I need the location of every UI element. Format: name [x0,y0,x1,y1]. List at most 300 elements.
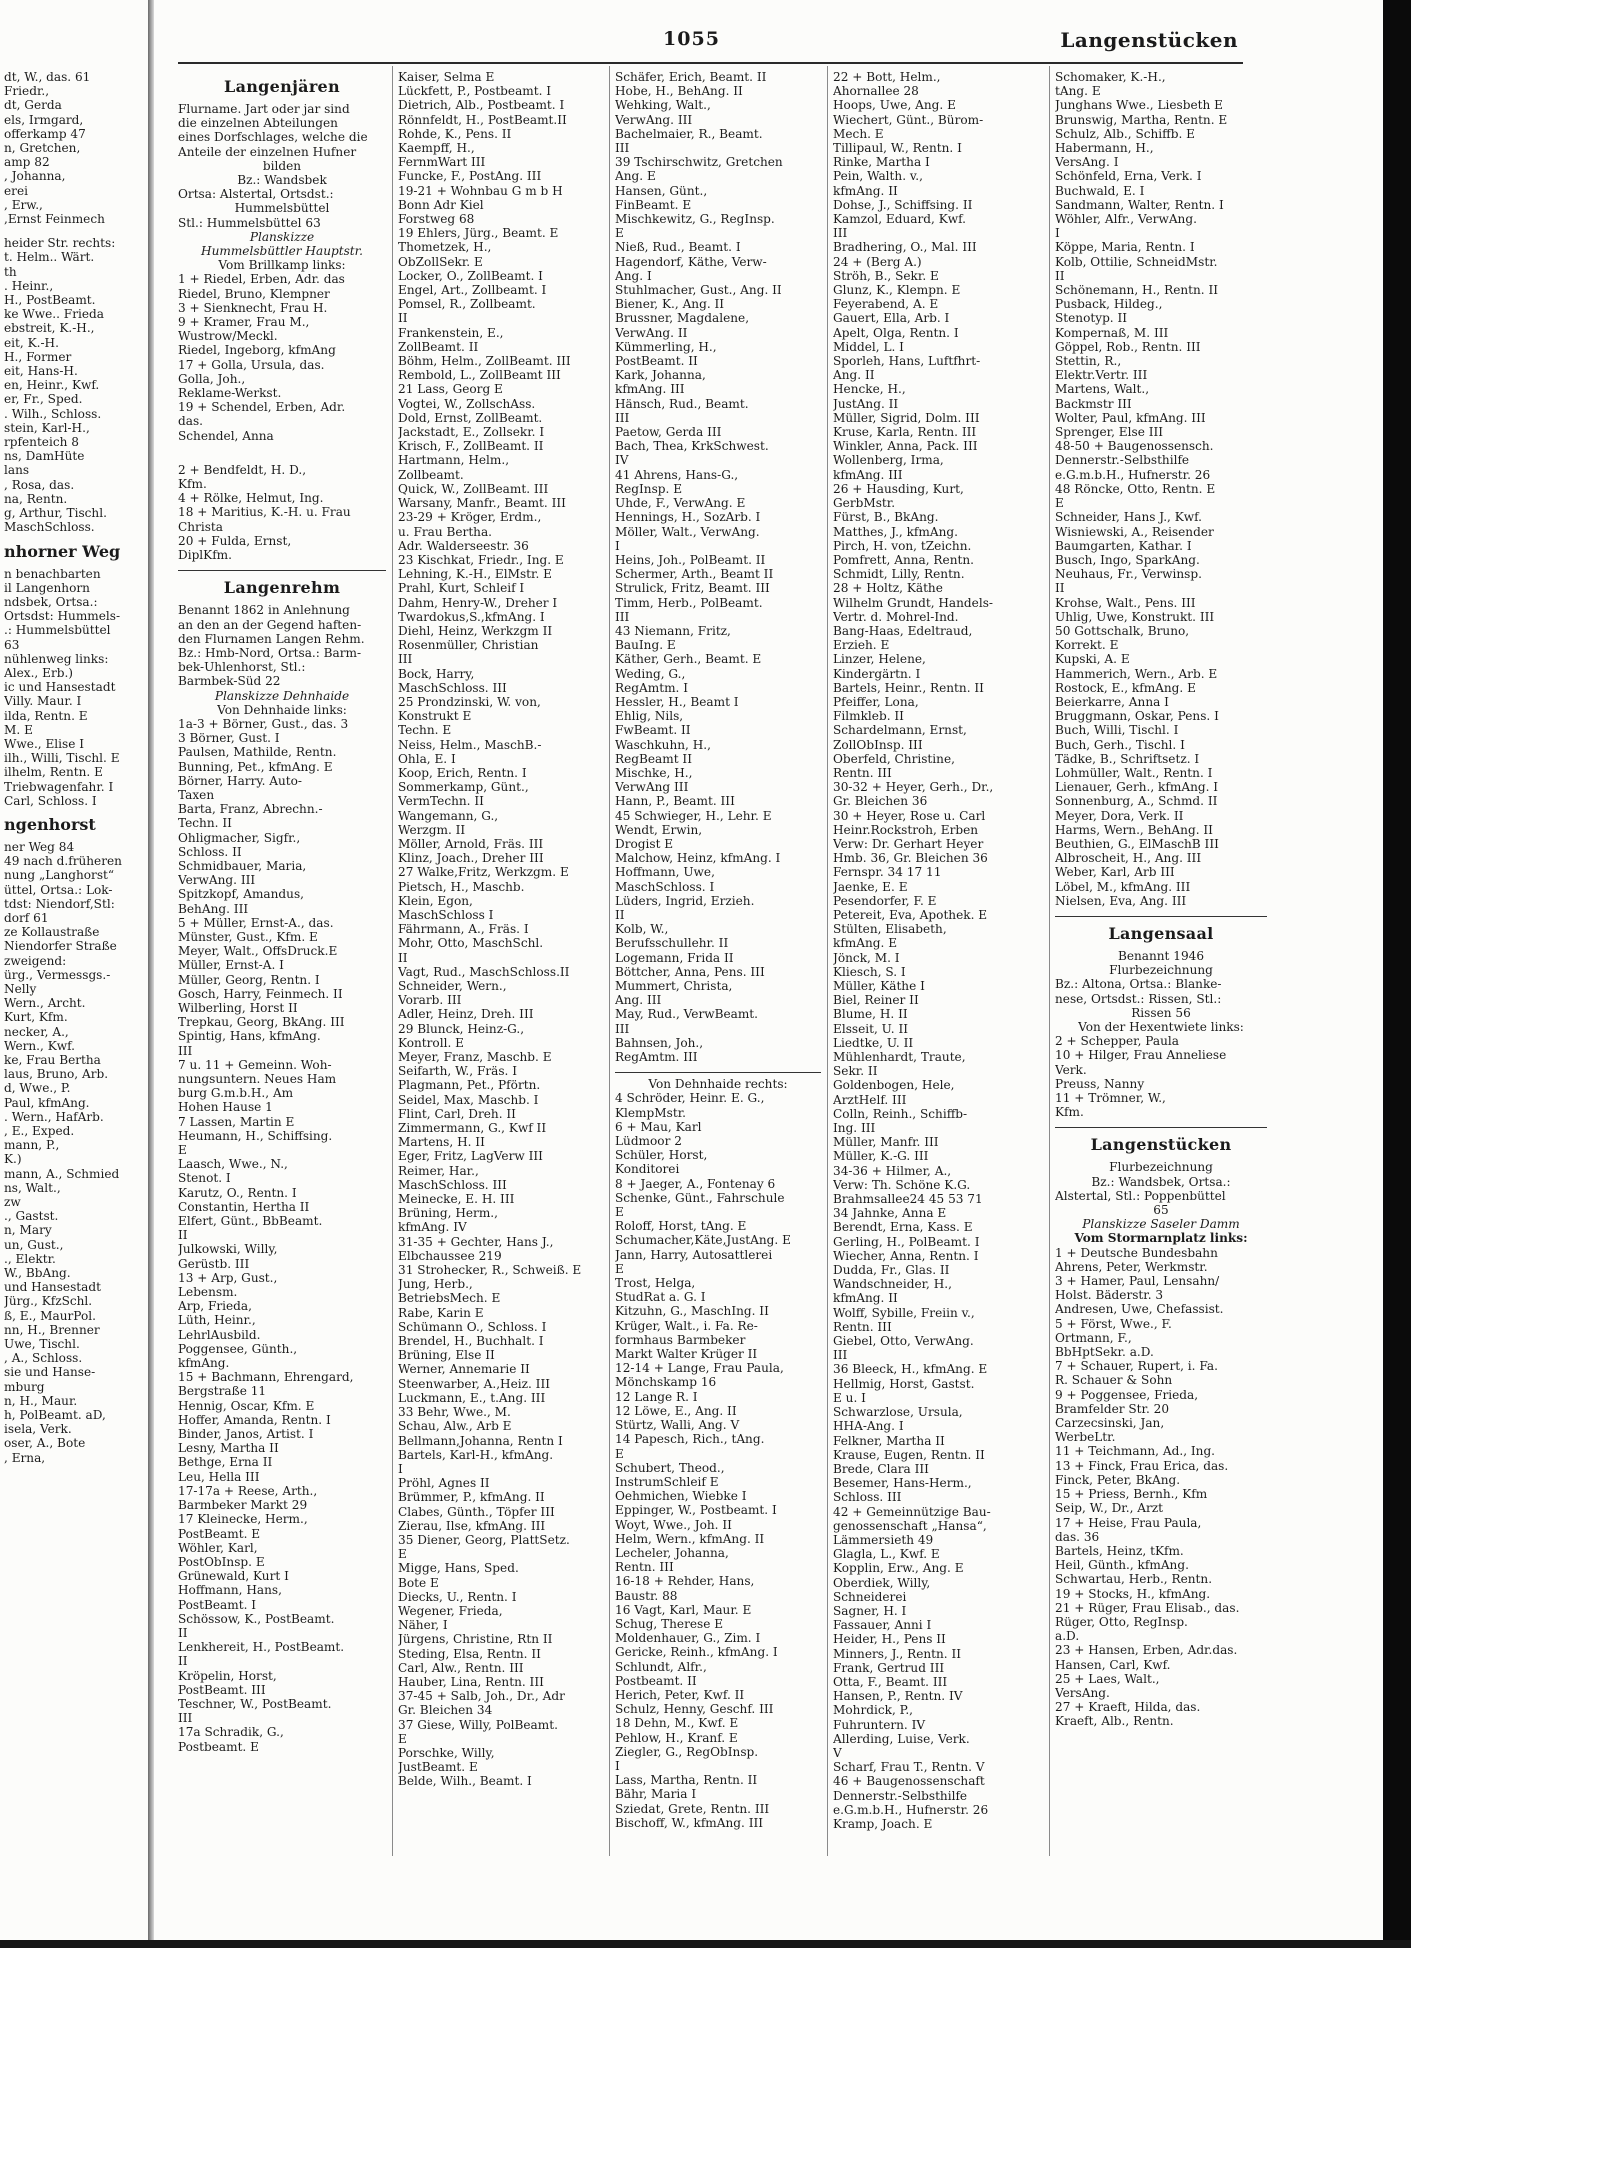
house-number-entry: 31-35 + Gechter, Hans J., [398,1234,554,1249]
directory-entry: Flint, Carl, Dreh. II [398,1106,516,1121]
directory-entry: dorf 61 [4,910,49,925]
directory-entry: Fürst, B., BkAng. [833,510,939,525]
directory-entry: ObZollSekr. E [398,254,483,269]
directory-entry: Rohde, K., Pens. II [398,126,512,141]
directory-entry: Käther, Gerh., Beamt. E [615,652,762,667]
directory-entry: Buch, Gerh., Tischl. I [1055,737,1185,752]
directory-entry: BehAng. III [178,901,249,916]
directory-entry: eines Dorfschlages, welche die [178,130,368,145]
house-number-entry: 12 Lange R. I [615,1389,698,1404]
directory-entry: Malchow, Heinz, kfmAng. I [615,851,781,866]
directory-entry: Luckmann, E., t.Ang. III [398,1390,546,1405]
column-4 [833,70,1043,1831]
directory-entry: Lüth, Heinr., [178,1313,256,1328]
section-rule [178,570,386,571]
directory-entry: Busch, Ingo, SparkAng. [1055,552,1200,567]
directory-entry: Buch, Willi, Tischl. I [1055,723,1179,738]
street-heading: Langenstücken [1090,1135,1232,1155]
directory-entry: E [615,226,624,241]
house-number-entry: 27 + Kraeft, Hilda, das. [1055,1700,1201,1715]
directory-entry: VersAng. I [1055,155,1119,170]
directory-entry: . Heinr., [4,278,54,293]
directory-entry: Hänsch, Rud., Beamt. [615,396,749,411]
directory-entry: Felkner, Martha II [833,1433,945,1448]
header-rule [178,62,1243,64]
directory-entry: Wöhler, Alfr., VerwAng. [1055,212,1197,227]
directory-entry: Rüger, Otto, RegInsp. [1055,1614,1188,1629]
directory-entry: Pusback, Hildeg., [1055,297,1163,312]
directory-entry: BauIng. E [615,638,676,653]
directory-entry: Gr. Bleichen 36 [833,794,928,809]
directory-entry: E [178,1143,187,1158]
directory-entry: Lenkhereit, H., PostBeamt. [178,1640,345,1655]
directory-entry: Planskizze Saseler Damm [1082,1217,1240,1232]
directory-entry: PostBeamt. I [178,1597,257,1612]
directory-entry: Lienauer, Gerh., kfmAng. I [1055,780,1219,795]
directory-entry: Bruggmann, Oskar, Pens. I [1055,709,1219,724]
directory-entry: Schardelmann, Ernst, [833,723,967,738]
directory-entry: Postbeamt. II [615,1673,697,1688]
directory-entry: Göppel, Rob., Rentn. III [1055,339,1201,354]
directory-entry: Buchwald, E. I [1055,183,1145,198]
directory-entry: Jürgens, Christine, Rtn II [398,1632,553,1647]
directory-entry: RegInsp. E [615,481,683,496]
directory-entry: W., BbAng. [4,1266,71,1281]
directory-entry: bek-Uhlenhorst, Stl.: [178,660,306,675]
directory-entry: Müller, Sigrid, Dolm. III [833,410,980,425]
directory-entry: Schermer, Arth., Beamt II [615,567,774,582]
house-number-entry: 49 nach d.früheren [4,854,122,869]
directory-entry: Dohse, J., Schiffsing. II [833,197,973,212]
directory-entry: Kraeft, Alb., Rentn. [1055,1714,1174,1729]
directory-entry: E [398,1547,407,1562]
directory-entry: Markt Walter Krüger II [615,1347,758,1362]
directory-entry: Paetow, Gerda III [615,425,722,440]
directory-entry: InstrumSchleif E [615,1474,719,1489]
directory-entry: E [1055,496,1064,511]
directory-entry: Hmb. 36, Gr. Bleichen 36 [833,851,988,866]
directory-entry: Martens, H. II [398,1135,485,1150]
directory-entry: Bz.: Hmb-Nord, Ortsa.: Barm- [178,645,362,660]
directory-entry: Krisch, F., ZollBeamt. II [398,439,544,454]
directory-entry: Schulz, Henny, Geschf. III [615,1702,774,1717]
directory-entry: Böhm, Helm., ZollBeamt. III [398,354,571,369]
directory-entry: Oberfeld, Christine, [833,751,955,766]
directory-entry: Junghans Wwe., Liesbeth E [1055,98,1223,113]
directory-entry: Paulsen, Mathilde, Rentn. [178,745,337,760]
directory-entry: Spintig, Hans, kfmAng. [178,1029,321,1044]
directory-entry: Barta, Franz, Abrechn.- [178,802,323,817]
directory-entry: Bartels, Heinz, tKfm. [1055,1543,1184,1558]
directory-entry: Bz.: Wandsbek [237,173,327,188]
directory-entry: Kupski, A. E [1055,652,1130,667]
directory-entry: . Wilh., Schloss. [4,406,102,421]
directory-entry: Hoffer, Amanda, Rentn. I [178,1412,331,1427]
directory-entry: Ziegler, G., RegObInsp. [615,1744,759,1759]
directory-entry: Schönemann, H., Rentn. II [1055,283,1219,298]
directory-entry: oser, A., Bote [4,1436,86,1451]
directory-entry: Bang-Haas, Edeltraud, [833,623,973,638]
directory-entry: ,Ernst Feinmech [4,212,105,227]
directory-entry: BbHptSekr. a.D. [1055,1345,1154,1360]
directory-entry: Brede, Clara III [833,1461,929,1476]
directory-entry: I [615,1758,620,1773]
directory-entry: Korrekt. E [1055,638,1119,653]
directory-entry: Meyer, Dora, Verk. II [1055,808,1184,823]
directory-entry: Wiecher, Anna, Rentn. I [833,1248,979,1263]
directory-entry: Mech. E [833,126,884,141]
directory-entry: Fuhruntern. IV [833,1717,926,1732]
directory-entry: II [615,907,625,922]
directory-entry: Ortsdst: Hummels- [4,609,121,624]
directory-entry: Heins, Joh., PolBeamt. II [615,552,766,567]
house-number-entry: 9 + Poggensee, Frieda, [1055,1387,1199,1402]
directory-entry: FwBeamt. II [615,723,691,738]
directory-entry: I [398,1461,403,1476]
directory-entry: VerwAng. III [615,112,693,127]
directory-entry: Von der Hexentwiete links: [1078,1020,1244,1034]
directory-entry: Lass, Martha, Rentn. II [615,1773,758,1788]
directory-entry: Porschke, Willy, [398,1745,495,1760]
directory-entry: Hammerich, Wern., Arb. E [1055,666,1218,681]
directory-entry: Werzgm. II [398,822,466,837]
directory-entry: Lehning, K.-H., ElMstr. E [398,567,553,582]
directory-entry: Christa [178,519,223,534]
house-number-entry: 19 + Schendel, Erben, Adr. [178,400,346,415]
directory-entry: Seifarth, W., Fräs. I [398,1064,518,1079]
directory-entry: Näher, I [398,1618,448,1633]
house-number-entry: 17 + Golla, Ursula, das. [178,357,325,372]
house-number-entry: 23 + Hansen, Erben, Adr.das. [1055,1643,1238,1658]
directory-entry: Kruse, Karla, Rentn. III [833,425,977,440]
house-number-entry: 12 Löwe, E., Ang. II [615,1403,737,1418]
column-0 [4,70,146,1465]
directory-entry: Tillipaul, W., Rentn. I [833,141,962,156]
directory-entry: Sommerkamp, Günt., [398,780,529,795]
directory-entry: kfmAng. [178,1356,230,1371]
directory-entry: Albroscheit, H., Ang. III [1055,851,1202,866]
directory-entry: Schäfer, Erich, Beamt. II [615,70,767,84]
scanner-bottom-band [0,1940,1411,1948]
directory-entry: III [178,1043,193,1058]
house-number-entry: 42 + Gemeinnützige Bau- [833,1504,991,1519]
directory-entry: 65 [1153,1203,1169,1218]
directory-entry: Barmbek-Süd 22 [178,674,281,689]
directory-entry: Rönnfeldt, H., PostBeamt.II [398,112,567,127]
directory-entry: laus, Bruno, Arb. [4,1067,109,1082]
directory-entry: Seip, W., Dr., Arzt [1055,1501,1164,1516]
directory-entry: Müller, K.-G. III [833,1149,929,1164]
directory-entry: Lohmüller, Walt., Rentn. I [1055,765,1213,780]
house-number-entry: 4 + Rölke, Helmut, Ing. [178,491,324,506]
directory-entry: Ehlig, Nils, [615,709,684,724]
directory-entry: isela, Verk. [4,1422,72,1437]
directory-entry: Hoops, Uwe, Ang. E [833,98,956,113]
directory-entry: Schenke, Günt., Fahrschule [615,1190,785,1205]
directory-entry: Bach, Thea, KrkSchwest. [615,439,769,454]
directory-entry: Wöhler, Karl, [178,1540,258,1555]
directory-entry: Uhlig, Uwe, Konstrukt. III [1055,609,1215,624]
directory-entry: Villy. Maur. I [4,694,82,709]
directory-entry: Rabe, Karin E [398,1305,484,1320]
directory-entry: Hoffmann, Uwe, [615,865,715,880]
directory-entry: Zierau, Ilse, kfmAng. III [398,1518,546,1533]
directory-entry: Frankenstein, E., [398,325,504,340]
house-number-entry: 34-36 + Hilmer, A., [833,1163,952,1178]
directory-entry: Vagt, Rud., MaschSchloss.II [398,964,570,979]
directory-entry: Weber, Karl, Arb III [1055,865,1175,880]
directory-entry: Stenot. I [178,1171,231,1186]
directory-entry: els, Irmgard, [4,112,84,127]
house-number-entry: 8 + Jaeger, A., Fontenay 6 [615,1176,776,1191]
directory-entry: Bachelmaier, R., Beamt. [615,126,763,141]
directory-entry: Strulick, Fritz, Beamt. III [615,581,770,596]
directory-entry: Timm, Herb., PolBeamt. [615,595,763,610]
directory-entry: Elfert, Günt., BbBeamt. [178,1214,323,1229]
directory-entry: Wern., Archt. [4,996,86,1011]
running-head: Langenstücken [1060,28,1238,52]
directory-entry: Ortmann, F., [1055,1330,1132,1345]
page-number: 1055 [663,28,720,50]
directory-entry: Kompernaß, M. III [1055,325,1169,340]
directory-entry: M. E [4,722,33,737]
directory-entry: Erzieh. E [833,638,890,653]
directory-entry: Bz.: Wandsbek, Ortsa.: [1091,1174,1231,1189]
directory-entry: Rentn. III [615,1560,674,1575]
directory-entry: Klinz, Joach., Dreher III [398,851,544,866]
directory-entry: E [615,1261,624,1276]
directory-entry: PostBeamt. II [615,354,698,369]
directory-entry: Hansen, Carl, Kwf. [1055,1657,1171,1672]
directory-entry: IV [615,453,629,468]
directory-entry: Fährmann, A., Fräs. I [398,922,529,937]
directory-entry: Wolff, Sybille, Freiin v., [833,1305,975,1320]
directory-entry: Postbeamt. E [178,1739,259,1754]
house-number-entry: 21 + Rüger, Frau Elisab., das. [1055,1600,1240,1615]
directory-entry: kfmAng. III [615,382,685,397]
house-number-entry: 11 + Trömner, W., [1055,1091,1166,1106]
directory-entry: Nieß, Rud., Beamt. I [615,240,741,255]
directory-entry: Warsany, Manfr., Beamt. III [398,496,566,511]
directory-entry: Stenotyp. II [1055,311,1128,326]
directory-entry: Wehking, Walt., [615,98,711,113]
directory-entry: Gosch, Harry, Feinmech. II [178,986,343,1001]
house-number-entry: 31 Strohecker, R., Schweiß. E [398,1263,582,1278]
directory-entry: Böttcher, Anna, Pens. III [615,964,765,979]
directory-entry: Ohla, E. I [398,751,456,766]
directory-entry: Hagendorf, Käthe, Verw- [615,254,767,269]
directory-entry: Verk. [1055,1062,1087,1077]
directory-entry: Karutz, O., Rentn. I [178,1185,297,1200]
directory-entry: Ing. III [833,1121,876,1136]
directory-entry: Julkowski, Willy, [178,1242,278,1257]
directory-entry: Pesendorfer, F. E [833,893,937,908]
directory-entry: genossenschaft „Hansa“, [833,1518,987,1533]
directory-entry: zweigend: [4,953,67,968]
directory-entry: e.G.m.b.H., Hufnerstr. 26 [833,1802,989,1817]
house-number-entry: 5 + Müller, Ernst-A., das. [178,915,334,930]
directory-entry: I [615,538,620,553]
directory-entry: Wandschneider, H., [833,1277,952,1292]
directory-entry: Apelt, Olga, Rentn. I [833,325,959,340]
directory-entry: ndsbek, Ortsa.: [4,594,98,609]
directory-entry: Hellmig, Horst, Gastst. [833,1376,975,1391]
directory-entry: Kark, Johanna, [615,368,706,383]
house-number-entry: 23-29 + Kröger, Erdm., [398,510,542,525]
directory-entry: VerwAng III [615,780,689,795]
directory-entry: Oehmichen, Wiebke I [615,1489,747,1504]
directory-entry: Riedel, Bruno, Klempner [178,286,330,301]
directory-entry: Gauert, Ella, Arb. I [833,311,950,326]
directory-entry: Flurname. Jart oder jar sind [178,102,350,116]
house-number-entry: 19 + Stocks, H., kfmAng. [1055,1586,1211,1601]
directory-entry: Bähr, Maria I [615,1787,697,1802]
house-number-entry: 10 + Hilger, Frau Anneliese [1055,1048,1227,1063]
directory-entry: Biel, Reiner II [833,993,919,1008]
house-number-entry: 34 Jahnke, Anna E [833,1206,947,1221]
directory-entry: Flurbezeichnung [1109,963,1213,978]
directory-entry: Sekr. II [833,1064,878,1079]
directory-entry: an den an der Gegend haften- [178,617,362,632]
directory-entry: sie und Hanse- [4,1365,96,1380]
directory-entry: nn, H., Brenner [4,1322,100,1337]
directory-entry: Pietsch, H., Maschb. [398,879,525,894]
directory-entry: ic und Hansestadt [4,680,116,695]
directory-entry: Schumacher,Käte,JustAng. E [615,1233,791,1248]
directory-entry: Schomaker, K.-H., [1055,70,1166,84]
directory-entry: th [4,264,17,279]
directory-entry: Möller, Walt., VerwAng. [615,524,760,539]
house-number-entry: 48 Röncke, Otto, Rentn. E [1055,481,1216,496]
directory-entry: Schug, Therese E [615,1616,724,1631]
directory-entry: Mischke, H., [615,765,693,780]
directory-entry: Blume, H. II [833,1007,908,1022]
directory-entry: Ang. II [833,368,875,383]
house-number-entry: 17-17a + Reese, Arth., [178,1483,318,1498]
directory-entry: Neiss, Helm., MaschB.- [398,737,542,752]
directory-entry: Giebel, Otto, VerwAng. [833,1334,974,1349]
directory-entry: Logemann, Frida II [615,950,734,965]
directory-entry: ürg., Vermessgs.- [4,967,111,982]
directory-entry: mann, A., Schmied [4,1166,120,1181]
directory-entry: Pomfrett, Anna, Rentn. [833,552,974,567]
directory-entry: I [1055,226,1060,241]
directory-entry: na, Rentn. [4,491,68,506]
directory-entry: Hennings, H., SozArb. I [615,510,761,525]
column-1 [178,70,386,1754]
directory-entry: Andresen, Uwe, Chefassist. [1055,1302,1224,1317]
directory-entry: Bergstraße 11 [178,1384,267,1399]
spacer [4,226,146,236]
directory-entry: Müller, Ernst-A. I [178,958,284,973]
directory-entry: H., Former [4,349,72,364]
house-number-entry: 12-14 + Lange, Frau Paula, [615,1361,784,1376]
directory-entry: Hobe, H., BehAng. II [615,84,743,99]
column-5 [1055,70,1267,1729]
directory-entry: Paul, kfmAng. [4,1095,90,1110]
directory-entry: Kümmerling, H., [615,339,717,354]
directory-entry: Von Dehnhaide links: [217,702,347,717]
directory-entry: Mischkewitz, G., RegInsp. [615,212,775,227]
house-number-entry: 3 + Hamer, Paul, Lensahn/ [1055,1274,1220,1289]
directory-entry: Sprenger, Else III [1055,425,1164,440]
directory-entry: Backmstr III [1055,396,1132,411]
directory-entry: Gerüstb. III [178,1256,250,1271]
directory-entry: III [615,410,630,425]
directory-entry: ke, Frau Bertha [4,1053,101,1067]
house-number-entry: 17 Kleinecke, Herm., [178,1512,308,1527]
spacer [178,453,386,463]
directory-entry: Dennerstr.-Selbsthilfe [833,1788,968,1803]
directory-entry: Funcke, F., PostAng. III [398,169,542,184]
directory-entry: Kurt, Kfm. [4,1010,68,1025]
directory-entry: Friedr., [4,84,50,99]
directory-entry: Bunning, Pet., kfmAng. E [178,759,333,774]
directory-entry: Trepkau, Georg, BkAng. III [178,1015,345,1030]
directory-entry: d, Wwe., P. [4,1081,71,1096]
directory-entry: KlempMstr. [615,1105,687,1120]
directory-entry: lans [4,463,30,478]
house-number-entry: 7 u. 11 + Gemeinn. Woh- [178,1057,332,1072]
directory-entry: Benannt 1862 in Anlehnung [178,603,350,618]
directory-entry: MaschSchloss. I [615,879,715,894]
directory-entry: Colln, Reinh., Schiffb- [833,1106,968,1121]
directory-entry: Wollenberg, Irma, [833,453,944,468]
house-number-entry: 29 Blunck, Heinz-G., [398,1021,525,1036]
directory-entry: ilhelm, Rentn. E [4,765,103,780]
directory-entry: Beuthien, G., ElMaschB III [1055,836,1219,851]
directory-entry: e.G.m.b.H., Hufnerstr. 26 [1055,467,1211,482]
directory-entry: ns, Walt., [4,1180,61,1195]
directory-entry: Petereit, Eva, Apothek. E [833,907,988,922]
directory-entry: Lesny, Martha II [178,1441,279,1456]
directory-entry: II [1055,268,1065,283]
directory-entry: , E., Exped. [4,1124,75,1139]
directory-entry: Woyt, Wwe., Joh. II [615,1517,732,1532]
house-number-entry: 14 Papesch, Rich., tAng. [615,1432,765,1447]
directory-entry: Hessler, H., Beamt I [615,694,739,709]
directory-entry: Bramfelder Str. 20 [1055,1401,1170,1416]
directory-entry: DiplKfm. [178,548,232,563]
directory-entry: Glagla, L., Kwf. E [833,1547,940,1562]
directory-entry: Köppe, Maria, Rentn. I [1055,240,1195,255]
directory-entry: il Langenhorn [4,580,90,595]
directory-entry: Techn. E [398,723,452,738]
directory-entry: PostBeamt. E [178,1526,261,1541]
directory-entry: Elektr.Vertr. III [1055,368,1148,383]
directory-entry: Bock, Harry, [398,666,475,681]
directory-entry: Meinecke, E. H. III [398,1192,515,1207]
directory-entry: FinBeamt. E [615,197,692,212]
directory-entry: Rosenmüller, Christian [398,638,539,653]
house-number-entry: 4 Schröder, Heinr. E. G., [615,1091,765,1106]
directory-entry: Lüdmoor 2 [615,1134,682,1149]
directory-entry: Beierkarre, Anna I [1055,694,1169,709]
directory-entry: stein, Karl-H., [4,420,90,435]
directory-entry: VermTechn. II [398,794,484,809]
directory-entry: Clabes, Günth., Töpfer III [398,1504,555,1519]
directory-entry: Herich, Peter, Kwf. II [615,1687,745,1702]
directory-entry: amp 82 [4,155,50,170]
directory-entry: Brunswig, Martha, Rentn. E [1055,112,1228,127]
directory-entry: Kramp, Joach. E [833,1816,933,1831]
directory-entry: Vom Stormarnplatz links: [1074,1231,1248,1246]
directory-entry: Meyer, Franz, Maschb. E [398,1050,552,1065]
directory-entry: Stuhlmacher, Gust., Ang. II [615,283,782,298]
directory-entry: E [615,1446,624,1461]
directory-entry: Filmkleb. II [833,709,904,724]
directory-entry: Wilhelm Grundt, Handels- [833,595,993,610]
